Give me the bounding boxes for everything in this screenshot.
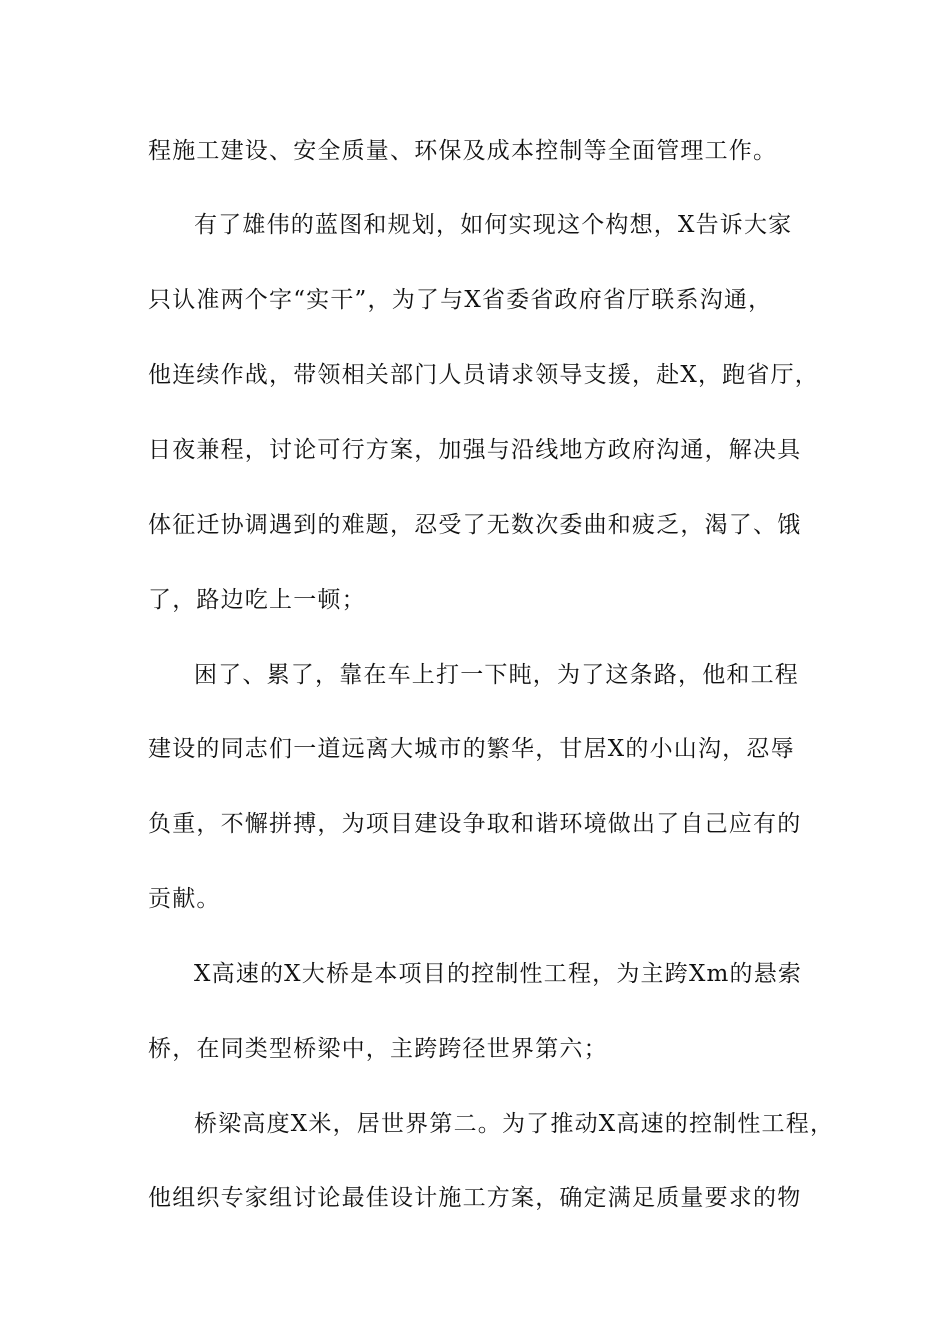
text-line: 体征迁协调遇到的难题，忍受了无数次委曲和疲乏，渴了、饿	[148, 512, 802, 538]
text-line: 只认准两个字“实干”，为了与X省委省政府省厅联系沟通，	[148, 287, 773, 313]
text-line: 桥，在同类型桥梁中，主跨跨径世界第六；	[148, 1036, 608, 1062]
text-line: 他组织专家组讨论最佳设计施工方案，确定满足质量要求的物	[148, 1185, 802, 1211]
paragraph-start-line: 有了雄伟的蓝图和规划，如何实现这个构想，X告诉大家	[194, 212, 793, 238]
text-line: 了，路边吃上一顿；	[148, 587, 366, 613]
text-line: 日夜兼程，讨论可行方案，加强与沿线地方政府沟通，解决具	[148, 437, 802, 463]
text-line: 他连续作战，带领相关部门人员请求领导支援，赴X，跑省厅，	[148, 362, 819, 388]
text-line: 建设的同志们一道远离大城市的繁华，甘居X的小山沟，忍辱	[148, 736, 795, 762]
paragraph-start-line: 桥梁高度X米，居世界第二。为了推动X高速的控制性工程，	[194, 1111, 835, 1137]
text-line: 贡献。	[148, 886, 221, 912]
paragraph-start-line: X高速的X大桥是本项目的控制性工程，为主跨Xm的悬索	[194, 961, 803, 987]
paragraph-start-line: 困了、累了，靠在车上打一下盹，为了这条路，他和工程	[194, 662, 799, 688]
text-line: 程施工建设、安全质量、环保及成本控制等全面管理工作。	[148, 138, 778, 164]
text-line: 负重，不懈拼搏，为项目建设争取和谐环境做出了自己应有的	[148, 811, 802, 837]
